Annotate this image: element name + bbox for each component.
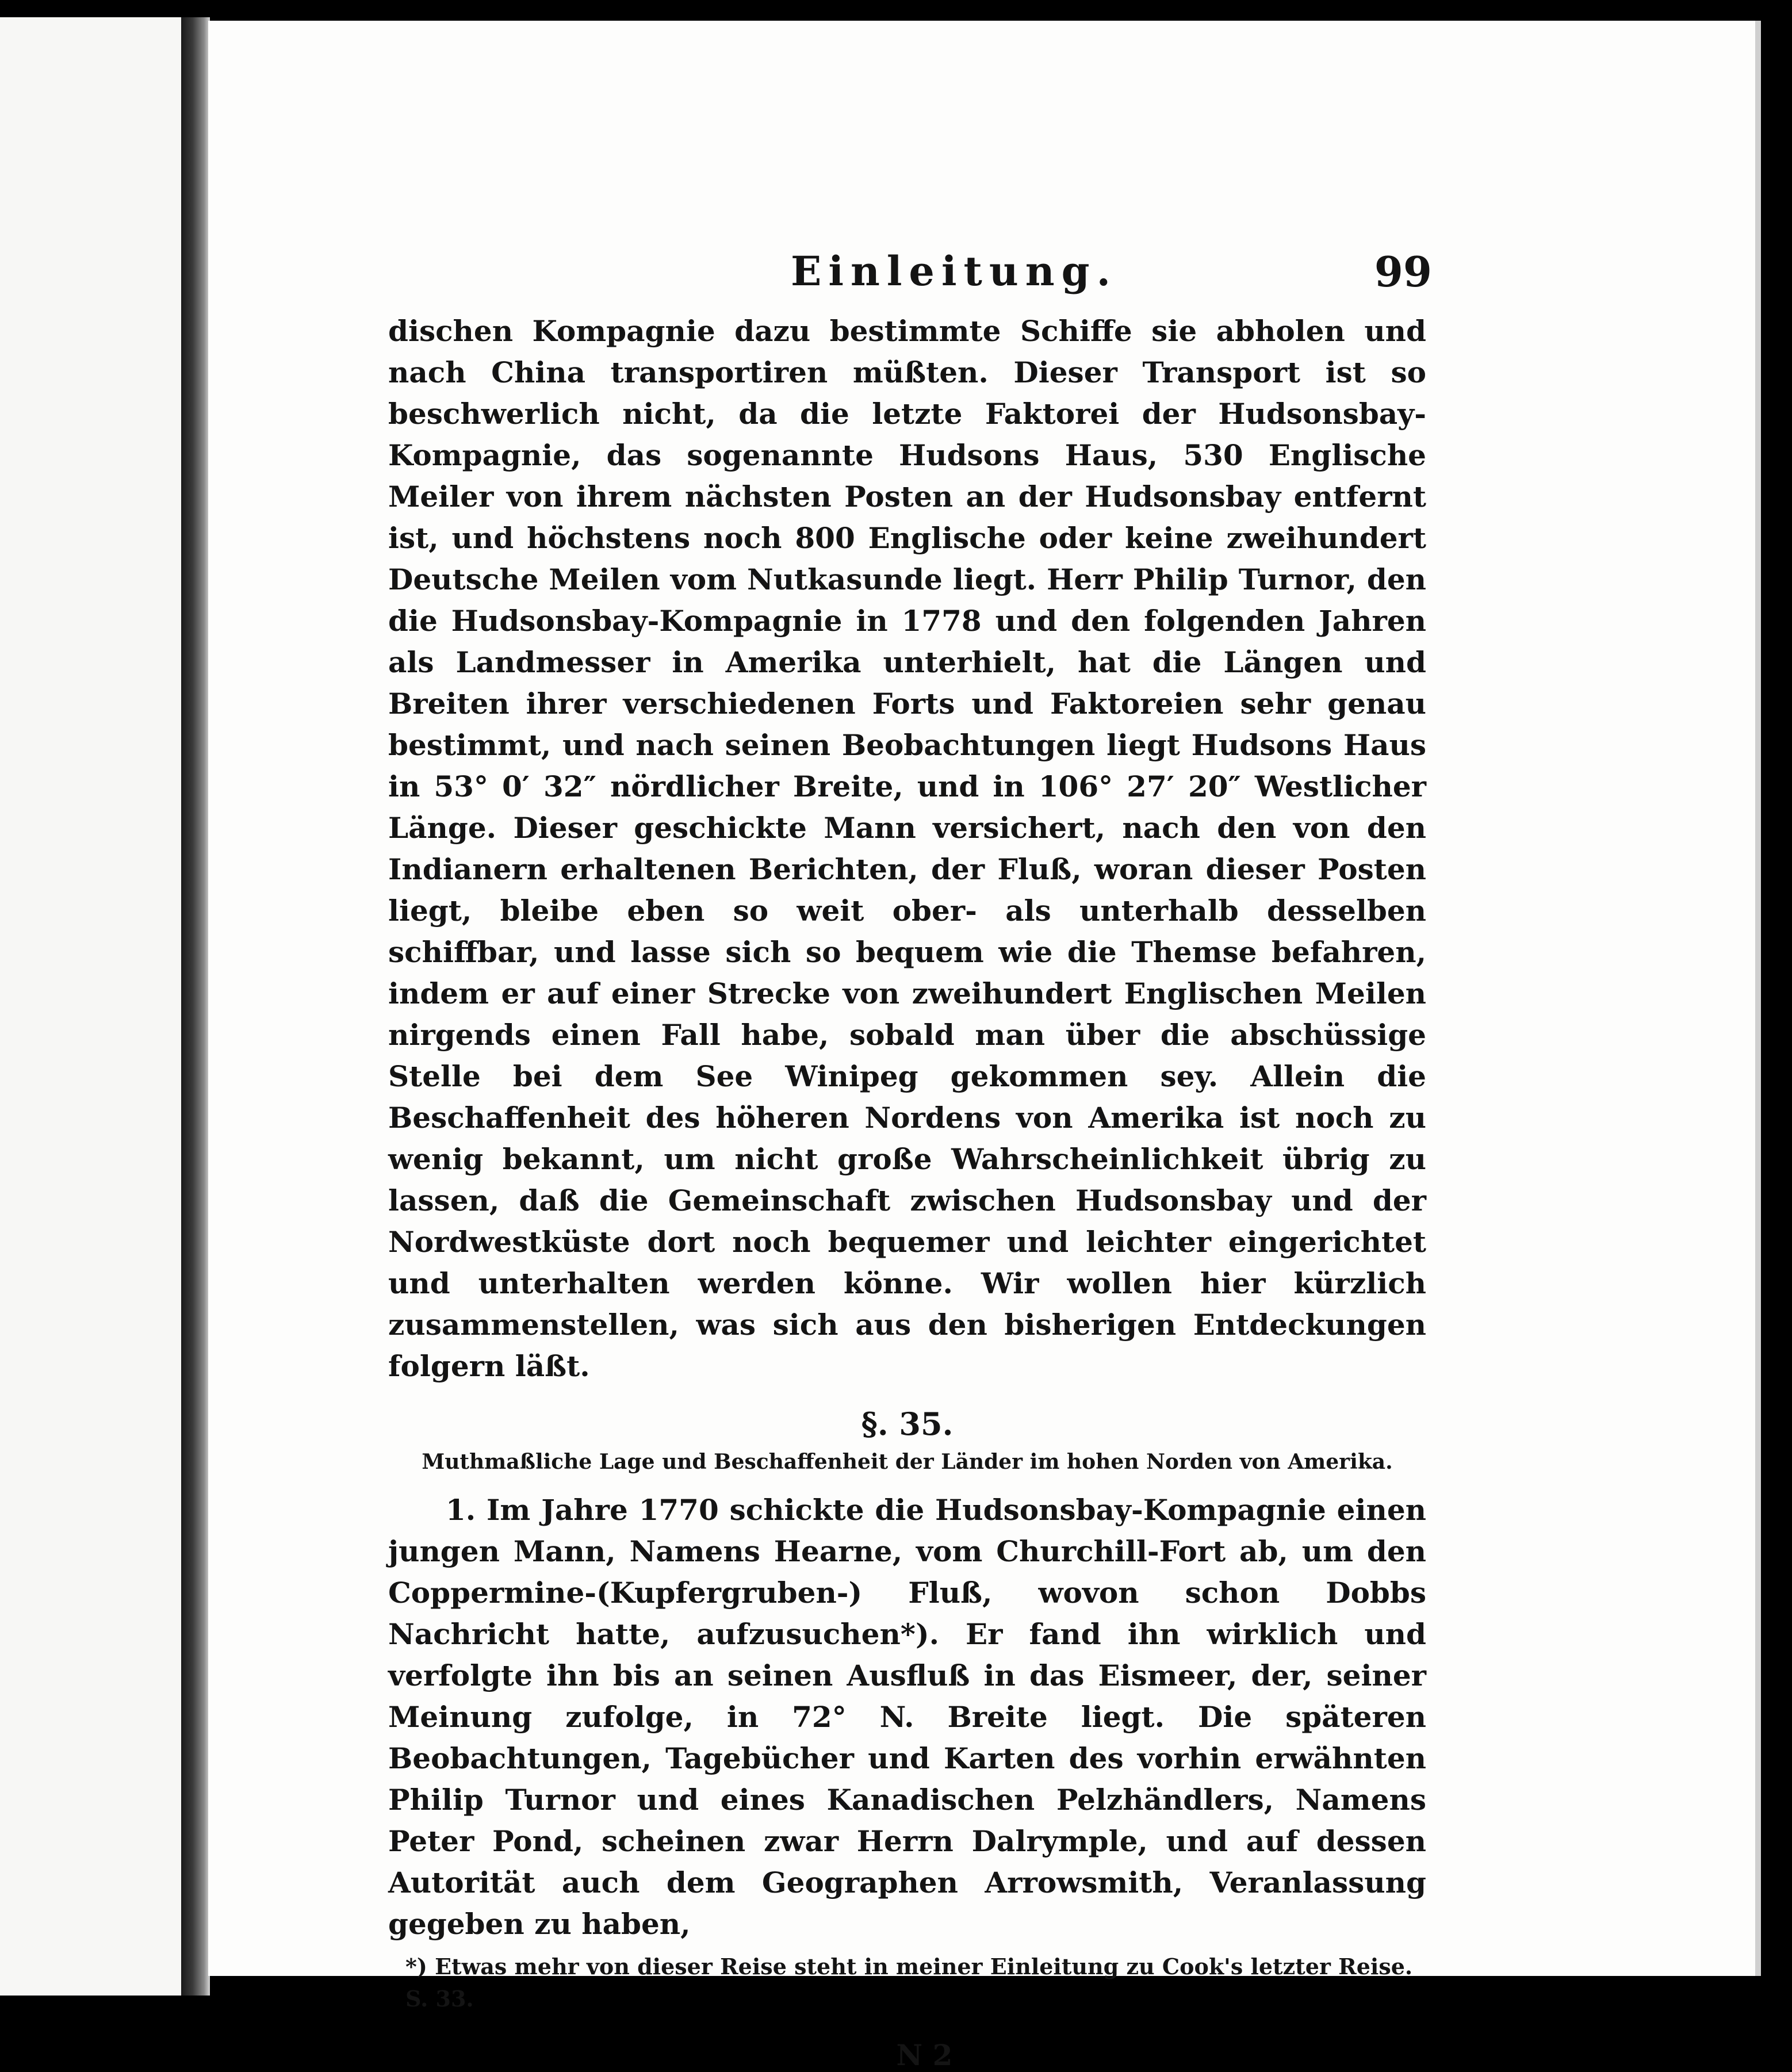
body-paragraph: 1. Im Jahre 1770 schickte die Hudsonsbay-Kompagnie einen jungen Mann, Namens Hearne, vom Churchill-Fort ab, um den Coppermine-(Kupfergruben-) Fluß, wovon schon Dobbs Nachricht hatte, aufzusuchen*). Er fand ihn wirklich und verfolgte ihn bis an seinen Ausfluß in das Eismeer, der, seiner Meinung zufolge, in 72° N. Breite liegt. Die späteren Beobachtungen, Tagebücher und Karten des vorhin erwähnten Philip Turnor und eines Kanadischen Pelzhändlers, Namens Peter Pond, scheinen zwar Herrn Dalrymple, und auf dessen Autorität auch dem Geographen Arrowsmith, Veranlassung gegeben zu haben, <box>388 1493 1426 1941</box>
signature-mark: N 2 <box>896 2038 953 2072</box>
running-title: Einleitung. <box>791 247 1117 295</box>
left-page-edge <box>0 17 181 1996</box>
body-paragraph: dischen Kompagnie dazu bestimmte Schiffe sie abholen und nach China transportiren müßten. Dieser Transport ist so beschwerlich nicht, da die letzte Faktorei der Hudsonsbay-Kompagnie, das sogenannte Hudsons Haus, 530 Englische Meiler von ihrem nächsten Posten an der Hudsonsbay entfernt ist, und höchstens noch 800 Englische oder keine zweihundert Deutsche Meilen vom Nutkasunde liegt. Herr Philip Turnor, den die Hudsonsbay-Kompagnie in 1778 und den folgenden Jahren als Landmesser in Amerika unterhielt, hat die Längen und Breiten ihrer verschiedenen Forts und Faktoreien sehr genau bestimmt, und nach seinen Beobachtungen liegt Hudsons Haus in 53° 0′ 32″ nördlicher Breite, und in 106° 27′ 20″ Westlicher Länge. Dieser geschickte Mann versichert, nach den von den Indianern erhaltenen Berichten, der Fluß, woran dieser Posten liegt, bleibe eben so weit ober- als unterhalb desselben schiffbar, und lasse sich so bequem wie die Themse befahren, indem er auf einer Strecke von zweihundert Englischen Meilen nirgends einen Fall habe, sobald man über die abschüssige Stelle bei dem See Winipeg gekommen sey. Allein die Beschaffenheit des höheren Nordens von Amerika ist noch zu wenig bekannt, um nicht große Wahrscheinlichkeit übrig zu lassen, daß die Gemeinschaft zwischen Hudsonsbay und der Nordwestküste dort noch bequemer und leichter eingerichtet und unterhalten werden könne. Wir wollen hier kürzlich zusammenstellen, was sich aus den bisherigen Entdeckungen folgern läßt. <box>388 314 1426 1383</box>
running-head <box>388 247 1432 311</box>
page-content <box>388 247 1432 2072</box>
page-number: 99 <box>1374 247 1432 296</box>
section-heading: §. 35. <box>861 1405 954 1442</box>
section-subtitle: Muthmaßliche Lage und Beschaffenheit der Länder im hohen Norden von Amerika. <box>422 1450 1393 1474</box>
page-right-edge <box>1755 21 1761 1976</box>
footnote: *) Etwas mehr von dieser Reise steht in meiner Einleitung zu Cook's letzter Reise. S. 33. <box>405 1954 1413 2012</box>
book-gutter <box>181 17 210 1996</box>
